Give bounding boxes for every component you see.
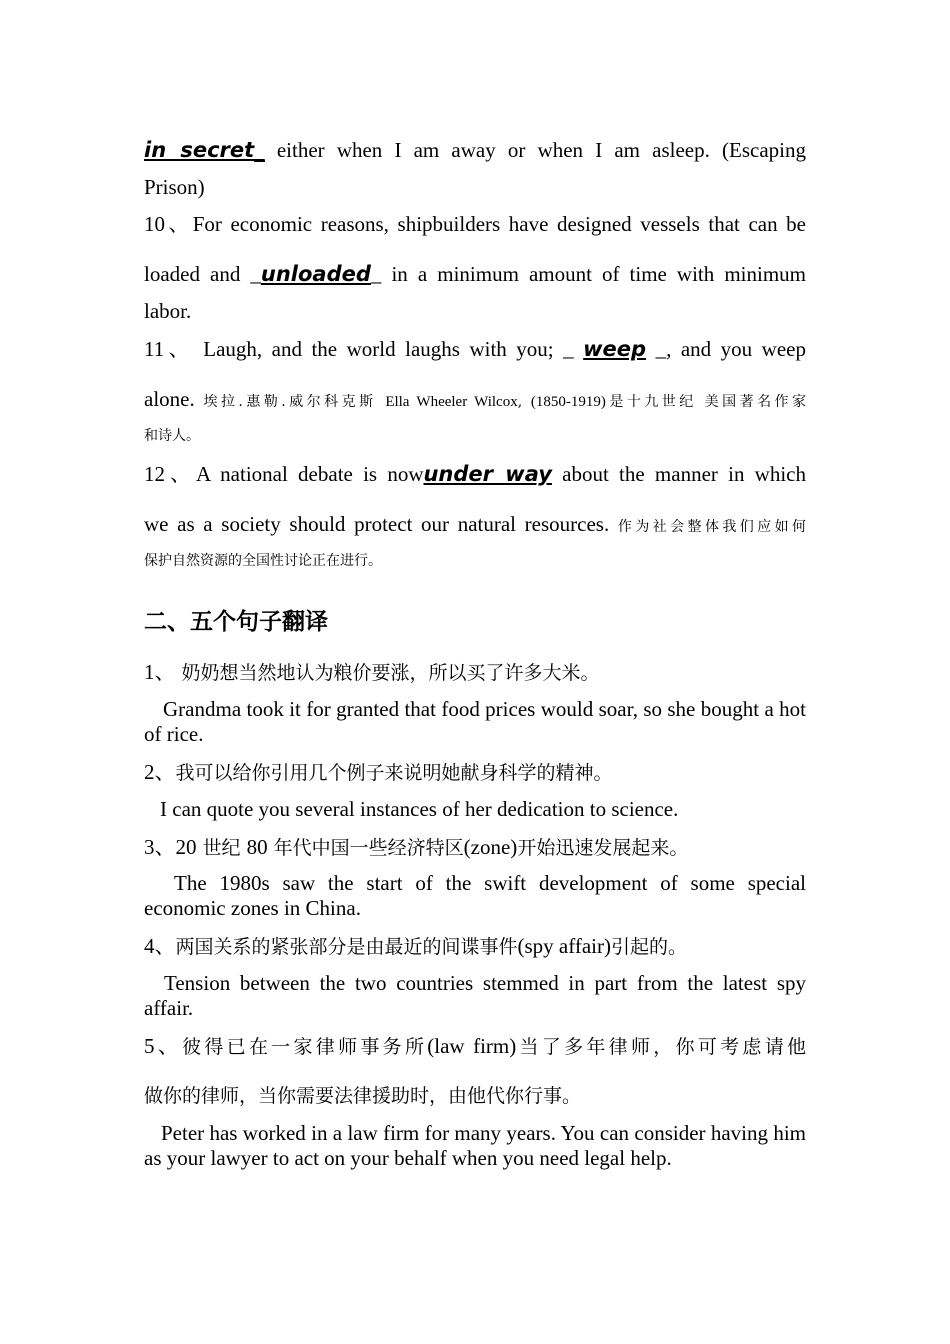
item11-number: 11、 (144, 337, 194, 361)
item10-post: _ in a minimum amount of time with minimum (370, 262, 806, 286)
translation-1-number: 1、 (144, 660, 176, 684)
item12-line2 (144, 511, 806, 540)
item11-years: (1850-1919) (530, 394, 606, 410)
translation-3-number: 3、 (144, 835, 176, 859)
item10-line1 (144, 211, 806, 237)
answer-weep: weep (583, 337, 647, 361)
item10-line3: labor. (144, 299, 192, 323)
answer-in-secret: in secret_ (144, 138, 265, 162)
answer-unloaded: unloaded (260, 262, 371, 286)
item12-number: 12、 (144, 462, 196, 486)
translation-3-chinese (144, 834, 806, 861)
translation-3-cn-d: 年代中国一些经济特区 (273, 837, 464, 859)
translation-5-cn-b: (law firm) (427, 1034, 517, 1058)
translation-1-chinese (144, 659, 806, 686)
translation-5-cn-a: 彼得已在一家律师事务所 (182, 1036, 428, 1058)
translation-4-chinese (144, 933, 806, 960)
item12-line3: 保护自然资源的全国性讨论正在进行。 (144, 553, 382, 569)
translation-3-cn-c: 80 (246, 835, 268, 859)
item12-pre: A national debate is now (195, 462, 424, 486)
item12-cn: 作为社会整体我们应如何 (617, 519, 807, 535)
translation-5-cn-c: 当了多年律师，你可考虑请他 (516, 1036, 806, 1058)
translation-4-number: 4、 (144, 934, 176, 958)
translation-5-chinese-line1 (144, 1033, 806, 1060)
translation-1-cn-text: 奶奶想当然地认为粮价要涨，所以买了许多大米。 (175, 662, 600, 684)
translation-4-english: Tension between the two countries stemmed in part from the latest spy affair. (144, 971, 806, 1020)
translation-5-number: 5、 (144, 1034, 183, 1058)
item10-text1: For economic reasons, shipbuilders have designed vessels that can be (192, 212, 807, 236)
item10-number: 10、 (144, 212, 193, 236)
item12-en: we as a society should protect our natural resources. (144, 512, 610, 536)
item11-line3: 和诗人。 (144, 428, 200, 444)
translation-3-cn-f: 开始迅速发展起来。 (517, 837, 689, 859)
translation-2-number: 2、 (144, 760, 176, 784)
translation-5-english: Peter has worked in a law firm for many years. You can consider having him as your lawyer to act on your behalf when you need legal help. (144, 1121, 806, 1170)
item10-line2 (144, 261, 806, 287)
item11-line1 (144, 336, 806, 362)
translation-3-cn-b: 世纪 (202, 837, 241, 859)
item10-pre: loaded and _ (144, 262, 261, 286)
item11-en-name: Ella Wheeler Wilcox (385, 394, 518, 410)
item11-comma: , (517, 394, 523, 410)
item11-alone: alone. (144, 387, 195, 411)
translation-3-cn-a: 20 (175, 835, 197, 859)
section-heading: 二、五个句子翻译 (144, 609, 328, 635)
translation-2-chinese (144, 759, 806, 786)
translation-4-cn-c: 引起的。 (611, 936, 688, 958)
item9-text: either when I am away or when I am asleep. (Escaping (264, 138, 806, 162)
item12-post: about the manner in which (551, 462, 806, 486)
answer-under-way: under way (423, 462, 552, 486)
translation-2-english: I can quote you several instances of her dedication to science. (160, 797, 679, 821)
translation-2-cn-text: 我可以给你引用几个例子来说明她献身科学的精神。 (175, 762, 613, 784)
translation-3-english: The 1980s saw the start of the swift development of some special economic zones in China. (144, 871, 806, 920)
item12-line1 (144, 461, 806, 487)
item11-pre: Laugh, and the world laughs with you; _ (193, 337, 584, 361)
translation-5-chinese-line2: 做你的律师，当你需要法律援助时，由他代你行事。 (144, 1085, 582, 1107)
item9-line1 (144, 137, 806, 163)
item11-post: _, and you weep (646, 337, 806, 361)
item9-line2: Prison) (144, 175, 205, 199)
translation-1-english: Grandma took it for granted that food prices would soar, so she bought a hot of rice. (144, 697, 806, 746)
translation-4-cn-b: (spy affair) (517, 934, 612, 958)
item11-line2 (144, 386, 806, 415)
translation-4-cn-a: 两国关系的紧张部分是由最近的间谍事件 (175, 936, 518, 958)
item11-cn-desc: 是十九世纪 美国著名作家 (605, 394, 807, 410)
translation-3-cn-e: (zone) (463, 835, 518, 859)
item11-cn-name: 埃拉.惠勒.威尔科克斯 (203, 394, 377, 410)
